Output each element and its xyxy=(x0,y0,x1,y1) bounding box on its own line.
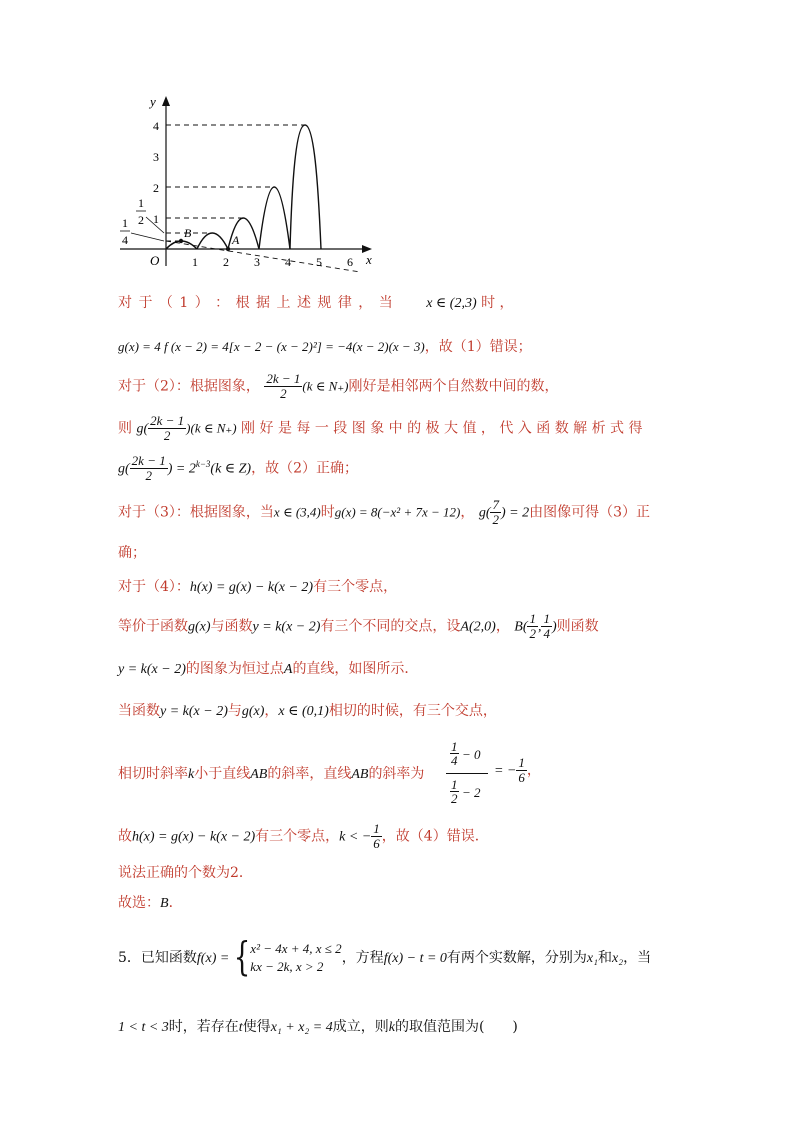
text-line-2: g(x) = 4 f (x − 2) = 4[x − 2 − (x − 2)²] = −4(x − 2)(x − 3)，故（1）错误； xyxy=(118,339,532,355)
x-axis-label: x xyxy=(366,252,372,267)
function-graph xyxy=(0,0,794,290)
slope-result: = − $\frac{1}{6}$ ， xyxy=(494,755,541,785)
x-tick-6: 6 xyxy=(347,255,353,269)
point-A-label: A xyxy=(232,233,240,247)
text-line-10: y = k(x − 2)的图象为恒过点A的直线，如图所示． xyxy=(118,661,419,677)
svg-text:1: 1 xyxy=(122,216,128,230)
x-tick-5: 5 xyxy=(316,255,322,269)
text-line-1: 对 于 （ 1 ） ： 根 据 上 述 规 律 ， 当 x ∈ (2,3) 时 ， xyxy=(118,295,514,311)
text-line-4: 则 g( $\frac{2k - 1}{2}$ )(k ∈ N₊) 刚 好 是 每 一 段 图 象 中 的 极 大 值 ， 代 入 函 数 解 析 式 得 xyxy=(118,413,643,443)
text-line-14: 说法正确的个数为2． xyxy=(118,865,253,881)
text-line-7: 确； xyxy=(118,545,146,561)
origin-label: O xyxy=(150,253,160,268)
text-line-15: 故选：B． xyxy=(118,895,183,911)
slope-compound-fraction: 1 4 − 0 1 2 − 2 xyxy=(446,740,490,810)
svg-text:2: 2 xyxy=(138,213,144,227)
text-line-5: g( $\frac{2k - 1}{2}$ ) = $2^{k-3}(k$ ∈ Z)，故（2）正确； xyxy=(118,453,359,483)
text-line-8: 对于（4）：h(x) = g(x) − k(x − 2)有三个零点， xyxy=(118,579,398,595)
dashed-level-lines xyxy=(166,125,360,272)
text-line-13: 故h(x) = g(x) − k(x − 2)有三个零点，k < − $\frac{1}{6}$ ，故（4）错误． xyxy=(118,821,489,851)
y-axis-arrow xyxy=(162,96,170,106)
text-line-9: 等价于函数g(x)与函数y = k(x − 2)有三个不同的交点，设A(2,0)， B( $\frac{1}{2}$ , $\frac{1}{4}$ )则函数 xyxy=(118,611,599,641)
x-tick-2: 2 xyxy=(223,255,229,269)
y-frac-labels xyxy=(120,196,146,247)
x-tick-1: 1 xyxy=(192,255,198,269)
text-line-11: 当函数y = k(x − 2)与g(x)，x ∈ (0,1)相切的时候，有三个交点， xyxy=(118,703,497,719)
y-ticks xyxy=(153,119,159,226)
y-tick-1: 1 xyxy=(153,212,159,226)
y-tick-2: 2 xyxy=(153,181,159,195)
point-B-dot xyxy=(179,239,183,243)
y-tick-3: 3 xyxy=(153,150,159,164)
question-5-line-2: 1 < t < 3时，若存在t使得x₁ + x₂ = 4成立，则k的取值范围为( ) xyxy=(118,1019,518,1035)
svg-text:4: 4 xyxy=(122,233,128,247)
y-axis-label: y xyxy=(150,94,156,109)
x-tick-4: 4 xyxy=(285,255,291,269)
point-B-label: B xyxy=(184,226,192,240)
text-line-12: 相切时斜率k小于直线AB的斜率，直线AB的斜率为 xyxy=(118,766,425,782)
x-tick-3: 3 xyxy=(254,255,260,269)
text-line-6: 对于（3）：根据图象，当x ∈ (3,4)时g(x) = 8(−x² + 7x − 12)， g( $\frac{7}{2}$ ) = 2由图像可得（3）正 xyxy=(118,497,651,527)
point-A-dot xyxy=(226,247,230,251)
text-line-3: 对于（2）：根据图象， $\frac{2k - 1}{2}$ (k ∈ N₊)刚好是相邻两个自然数中间的数， xyxy=(118,371,559,401)
question-5-line-1: 5．已知函数f(x) = { x² − 4x + 4, x ≤ 2 kx − 2k, x > 2 ，方程f(x) − t = 0有两个实数解，分别为x₁和x₂，当 xyxy=(118,935,652,981)
y-tick-4: 4 xyxy=(153,119,159,133)
svg-text:1: 1 xyxy=(138,196,144,210)
